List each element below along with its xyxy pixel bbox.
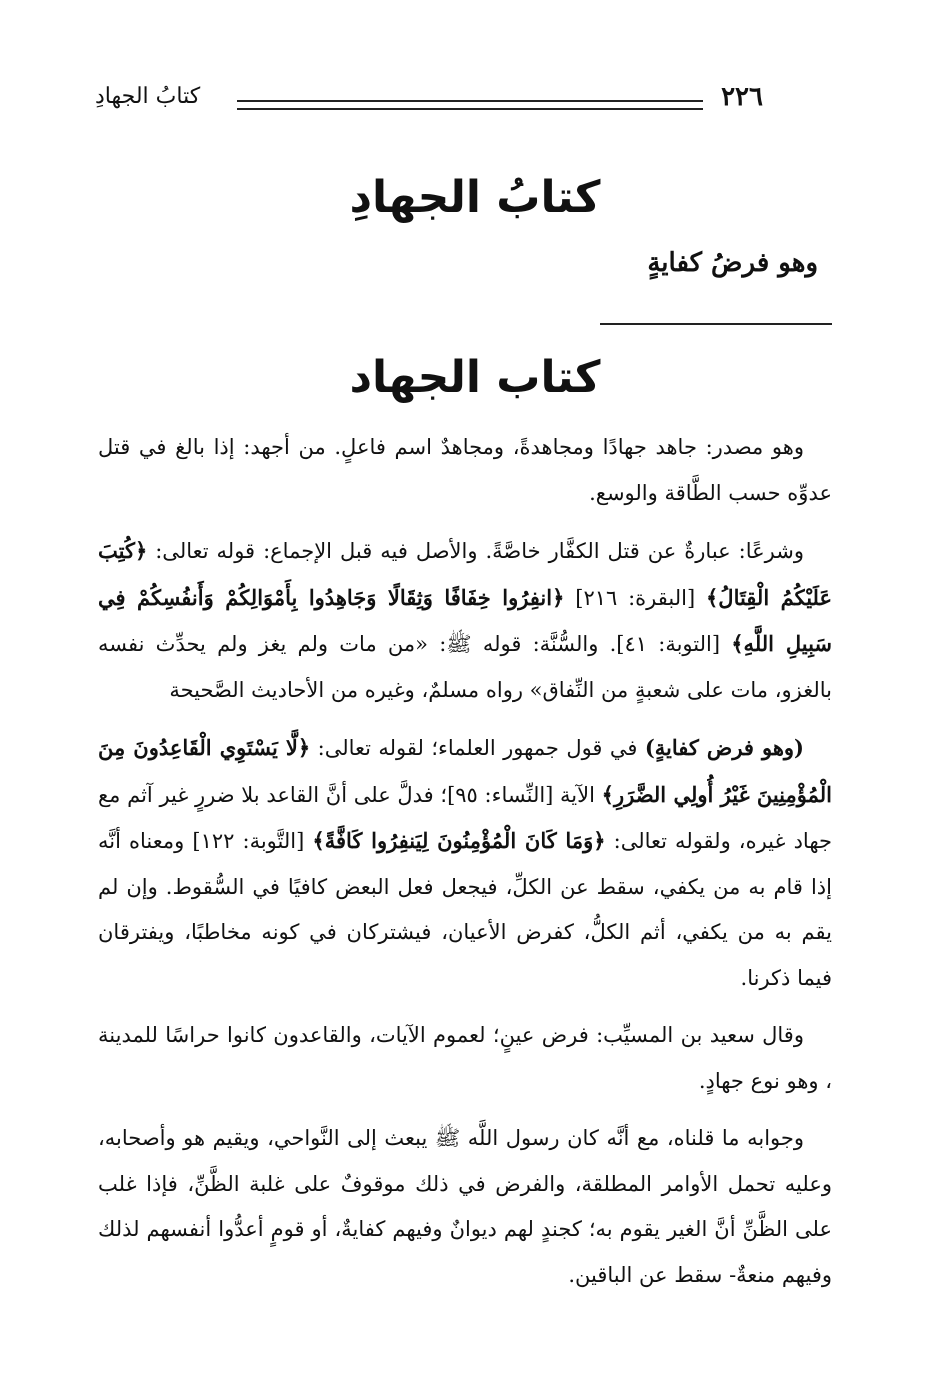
paragraph-text: الآية [النِّساء: ٩٥]؛ فدلَّ على أنَّ القاعد بلا ضررٍ غير آثم مع جهاد غيره، ولقوله تعالى: (98, 782, 832, 853)
matn-text: وهو فرضُ كفايةٍ (647, 248, 818, 278)
matn-quote: (وهو فرض كفايةٍ) (644, 735, 804, 760)
paragraph-definition: وهو مصدر: جاهد جهادًا ومجاهدةً، ومجاهدٌ اسم فاعلٍ. من أجهد: إذا بالغ في قتل عدوِّه حسب الطَّاقة والوسع. (98, 435, 832, 505)
quran-verse: ﴿وَمَا كَانَ الْمُؤْمِنُونَ لِيَنفِرُوا كَافَّةً﴾ (312, 828, 606, 853)
paragraph-text: وشرعًا: عبارةٌ عن قتل الكفَّار خاصَّةً. والأصل فيه قبل الإجماع: قوله تعالى: (147, 539, 804, 563)
running-header (95, 82, 855, 122)
section-divider (600, 323, 832, 325)
quran-verse: ﴿كُتِبَ عَلَيْكُمُ الْقِتَالُ﴾ (98, 538, 833, 610)
quran-verse: ﴿لَّا يَسْتَوِي الْقَاعِدُونَ مِنَ الْمُؤْمِنِينَ غَيْرُ أُولِي الضَّرَرِ﴾ (98, 735, 832, 807)
paragraph-text: [التوبة: ٤١]. والسُّنَّة: قوله ﷺ: «من مات ولم يغز ولم يحدِّث نفسه بالغزو، مات على شعبةٍ من النِّفاق» رواه مسلمٌ، وغيره من الأحاديث الصَّحيحة (98, 632, 832, 702)
sharh-chapter-title: كتاب الجهاد (349, 352, 601, 403)
paragraph-ibn-musayyib: وقال سعيد بن المسيِّب: فرض عينٍ؛ لعموم الآيات، والقاعدون كانوا حراسًا للمدينة ، وهو نوع جهادٍ. (98, 1023, 832, 1093)
quran-verse: ﴿انفِرُوا خِفَافًا وَثِقَالًا وَجَاهِدُوا بِأَمْوَالِكُمْ وَأَنفُسِكُمْ فِي سَبِيلِ اللَّهِ﴾ (98, 584, 833, 656)
verse-reference: [البقرة: ٢١٦] (564, 585, 706, 610)
commentary-body (98, 425, 832, 1310)
paragraph-sharia-definition (98, 528, 832, 713)
paragraph-text: في قول جمهور العلماء؛ لقوله تعالى: (310, 736, 645, 760)
paragraph-fard-kifaya (98, 725, 832, 1001)
page-number: ٢٢٦ (721, 82, 763, 112)
matn-chapter-title: كتابُ الجهادِ (349, 172, 601, 223)
header-double-rule (237, 100, 703, 110)
paragraph-text: [التَّوبة: ١٢٢] ومعناه أنَّه إذا قام به من يكفي، سقط عن الكلِّ، فيجعل فعل البعض كافيًا في السُّقوط. وإن لم يقم به من يكفي، أثم الكلُّ، كفرض الأعيان، فيشتركان في كونه مخاطبًا، ويفترقان فيما ذكرنا. (98, 829, 832, 990)
paragraph-response: وجوابه ما قلناه، مع أنَّه كان رسول اللَّه ﷺ يبعث إلى النَّواحي، ويقيم هو وأصحابه، وعليه تحمل الأوامر المطلقة، والفرض في ذلك موقوفٌ على غلبة الظَّنِّ، فإذا غلب على الظَّنِّ أنَّ الغير يقوم به؛ كجندٍ لهم ديوانٌ وفيهم كفايةٌ، أو قومٍ أعدُّوا أنفسهم لذلك وفيهم منعةٌ- سقط عن الباقين. (98, 1126, 832, 1287)
running-title: كتابُ الجهادِ (95, 84, 201, 109)
